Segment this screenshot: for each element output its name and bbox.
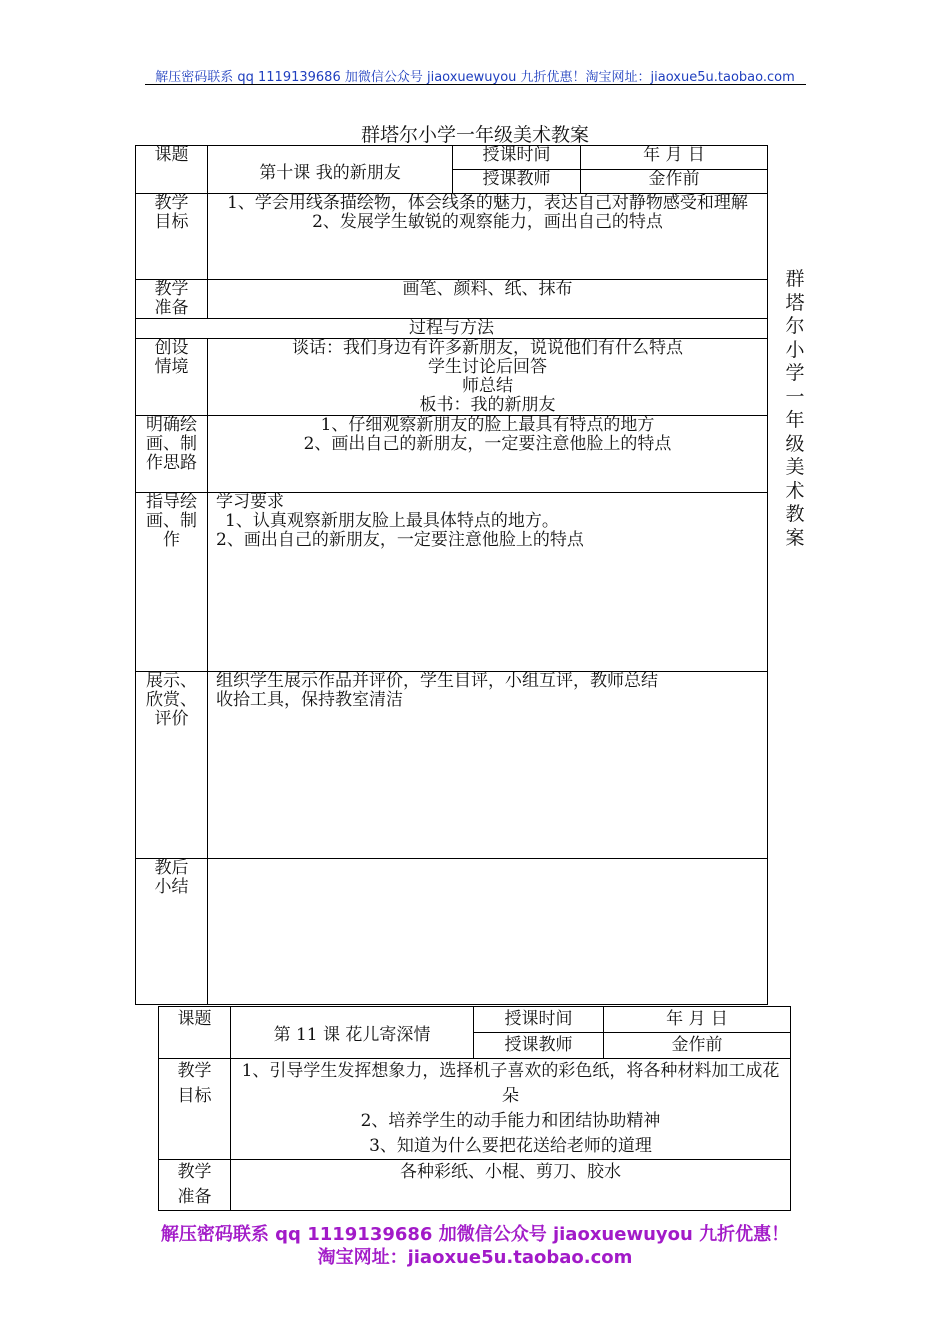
guide-line-3: 2、画出自己的新朋友，一定要注意他脸上的特点 [216,530,584,550]
lesson1-teacher-value: 金作前 [581,170,768,194]
situation-line-2: 学生讨论后回答 [428,357,547,377]
header-rule [145,84,806,85]
lesson2-topic: 第 11 课 花儿寄深情 [231,1007,474,1059]
lesson1-process-label: 过程与方法 [136,319,768,339]
lesson1-time-label: 授课时间 [453,146,581,170]
guide-line-1: 学习要求 [216,492,284,512]
footer-line-2: 淘宝网址：jiaoxue5u.taobao.com [317,1247,633,1268]
lesson1-clarify [208,416,768,493]
lesson1-goals [208,194,768,280]
lesson2-time-label: 授课时间 [474,1007,604,1033]
show-line-2: 收拾工具，保持教室清洁 [216,690,403,710]
lesson2-topic-label: 课题 [159,1007,231,1059]
side-title: 群塔尔小学一年级美术教案 [785,268,805,549]
lesson1-goals-label: 教学目标 [136,194,208,280]
lesson1-show-label: 展示、欣赏、评价 [136,672,208,859]
lesson1-show [208,672,768,859]
lesson2-goal-1: 1、引导学生发挥想象力，选择机子喜欢的彩色纸，将各种材料加工成花朵 [241,1061,780,1106]
lesson1-topic: 第十课 我的新朋友 [208,146,453,194]
page-title: 群塔尔小学一年级美术教案 [360,124,589,146]
lesson2-goals-label: 教学目标 [159,1059,231,1160]
lesson2-time-value: 年 月 日 [604,1007,791,1033]
lesson2-goals [231,1059,791,1160]
lesson1-time-value: 年 月 日 [581,146,768,170]
lesson1-goal-2: 2、发展学生敏锐的观察能力，画出自己的特点 [312,212,663,232]
show-line-1: 组织学生展示作品并评价，学生目评，小组互评，教师总结 [216,671,658,691]
situation-line-1: 谈话：我们身边有许多新朋友，说说他们有什么特点 [292,338,683,358]
lesson1-teacher-label: 授课教师 [453,170,581,194]
lesson2-teacher-label: 授课教师 [474,1033,604,1059]
lesson1-guide [208,493,768,672]
situation-line-4: 板书：我的新朋友 [419,395,556,415]
lesson1-topic-label: 课题 [136,146,208,194]
lesson1-summary-label: 教后小结 [136,859,208,1005]
lesson1-clarify-label: 明确绘画、制作思路 [136,416,208,493]
lesson2-goal-2: 2、培养学生的动手能力和团结协助精神 [360,1111,661,1131]
lesson1-prep: 画笔、颜料、纸、抹布 [208,280,768,319]
situation-line-3: 师总结 [462,376,513,396]
lesson2-prep: 各种彩纸、小棍、剪刀、胶水 [231,1160,791,1211]
guide-line-2: 1、认真观察新朋友脸上最具体特点的地方。 [225,511,559,531]
footer-line-1: 解压密码联系 qq 1119139686 加微信公众号 jiaoxuewuyou 九折优惠！ [160,1224,790,1245]
lesson2-goal-3: 3、知道为什么要把花送给老师的道理 [369,1136,652,1156]
lesson1-situation [208,339,768,416]
clarify-line-2: 2、画出自己的新朋友，一定要注意他脸上的特点 [303,434,672,454]
lesson2-table [158,1006,791,1211]
lesson2-prep-label: 教学准备 [159,1160,231,1211]
header-note: 解压密码联系 qq 1119139686 加微信公众号 jiaoxuewuyou 九折优惠！淘宝网址：jiaoxue5u.taobao.com [155,70,795,85]
lesson1-guide-label: 指导绘画、制作 [136,493,208,672]
lesson1-prep-label: 教学准备 [136,280,208,319]
clarify-line-1: 1、仔细观察新朋友的脸上最具有特点的地方 [320,415,655,435]
lesson1-situation-label: 创设情境 [136,339,208,416]
lesson1-table [135,145,768,1005]
lesson1-goal-1: 1、学会用线条描绘物，体会线条的魅力，表达自己对静物感受和理解 [227,193,748,213]
lesson1-summary [208,859,768,1005]
lesson2-teacher-value: 金作前 [604,1033,791,1059]
